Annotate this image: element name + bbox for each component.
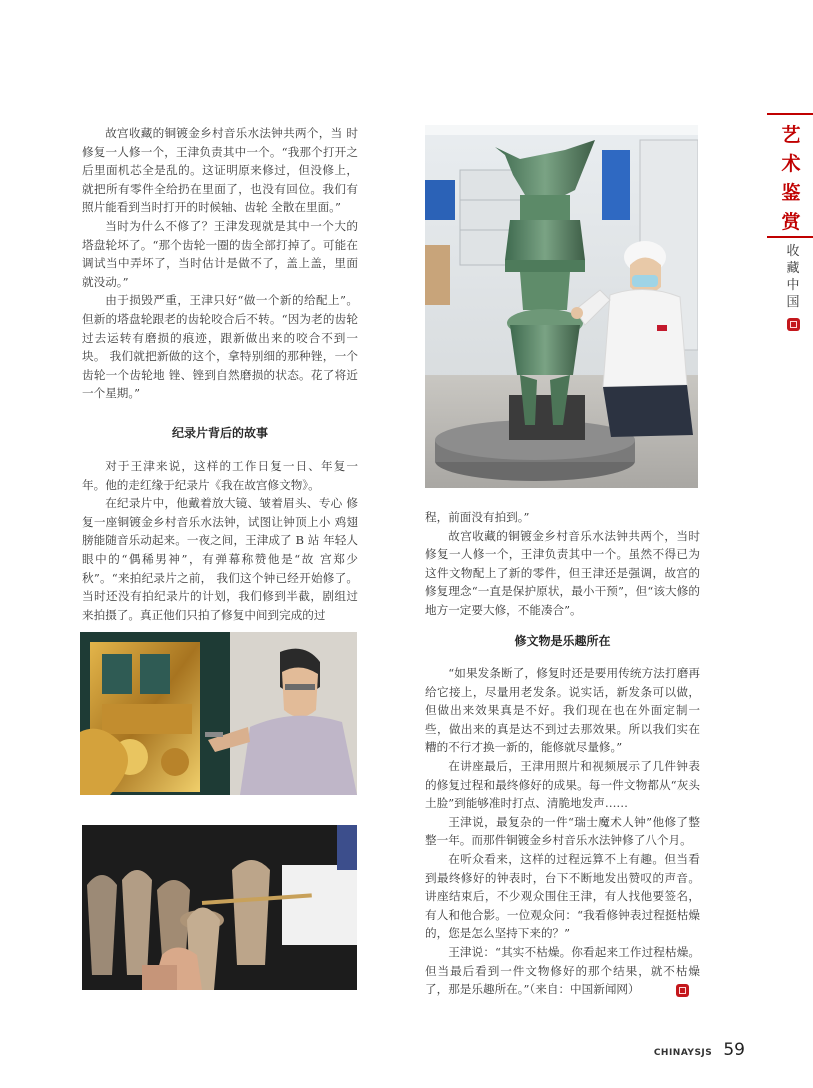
category-char: 赏	[781, 211, 801, 233]
paragraph: 在讲座最后，王津用照片和视频展示了几件钟表的修复过程和最终修好的成果。每一件文物都从“灰头土脸”到能够准时打点、清脆地发声……	[425, 758, 700, 811]
right-column-text	[425, 508, 700, 620]
section-heading-joy: 修文物是乐趣所在	[514, 634, 611, 648]
sidebar-rule-top	[767, 113, 813, 115]
end-seal-icon	[676, 984, 689, 997]
category-char: 鉴	[781, 182, 801, 204]
page-number: 59	[723, 1040, 745, 1060]
paragraph: 由于损毁严重，王津只好“做一个新的给配上”。但新的塔盘轮跟老的齿轮咬合后不转。“因为老的齿轮过去运转有磨损的痕迹，跟新做出来的咬合不到一块。 我们就把新做的这个，拿特别细的那种锉，一个齿轮一个齿轮地 锉、锉到自然磨损的状态。花了将近一个星期。”	[82, 293, 358, 401]
magazine-char: 国	[786, 295, 800, 310]
paragraph: 对于王津来说，这样的工作日复一日、年复一 年。他的走红缘于纪录片《我在故宫修文物》。	[82, 459, 358, 492]
magazine-char: 中	[786, 278, 800, 293]
magazine-brand: CHINAYSJS	[653, 1048, 713, 1058]
category-char: 艺	[781, 124, 801, 146]
paragraph: 故宫收藏的铜镀金乡村音乐水法钟共两个，当 时修复一人修一个，王津负责其中一个。“我那个打开之后里面机芯全是乱的。这证明原来修过，但没修上，就把所有零件全给扔在里面了，也没有回位。我们有照片能看到当时打开的时候轴、齿轮 全散在里面。”	[82, 126, 358, 215]
photo-clock-restoration	[80, 632, 357, 795]
left-column-text	[82, 124, 358, 403]
paragraph: 程，前面没有拍到。”	[425, 510, 530, 524]
section-heading-documentary: 纪录片背后的故事	[171, 426, 268, 440]
paragraph: 在听众看来，这样的过程远算不上有趣。但当看到最终修好的钟表时，台下不断地发出赞叹的声音。讲座结束后，不少观众围住王津，有人找他要签名，有人和他合影。一位观众问：“我看修钟表过程挺枯燥的，您是怎么坚持下来的？”	[425, 851, 700, 941]
right-column-section-text	[425, 664, 700, 999]
paragraph: 王津说，最复杂的一件“瑞士魔术人钟”他修了整整一年。而那件铜镀金乡村音乐水法钟修了八个月。	[425, 814, 700, 848]
category-char: 术	[781, 153, 801, 175]
photo-clock-restoration-image	[80, 632, 357, 795]
magazine-char: 收	[786, 244, 800, 259]
photo-figurine-painting-image	[82, 825, 357, 990]
photo-restorer-with-bronze-vessel	[425, 125, 698, 488]
photo-restorer-with-bronze-vessel-image	[425, 125, 698, 488]
photo-figurine-painting	[82, 825, 357, 990]
paragraph: “如果发条断了，修复时还是要用传统方法打磨再给它接上，尽量用老发条。说实话，新发条可以做，但做出来效果真是不好。我们现在也在外面定制一些，做出来的真是达不到过去那效果。所以我们实在糟的不行才换一新的，能修就尽量修。”	[425, 666, 700, 755]
paragraph: 故宫收藏的铜镀金乡村音乐水法钟共两个，当时修复一人修一个，王津负责其中一个。虽然不得已为这件文物配上了新的零件，但王津还是强调，故宫的修复理念“一直是保护原状，最小干预”，但“该大修的地方一定要大修，不能凑合”。	[425, 528, 700, 617]
paragraph: 在纪录片中，他戴着放大镜、皱着眉头、专心 修复一座铜镀金乡村音乐水法钟，试图让钟顶上小 鸡翅膀能随音乐动起来。一夜之间，王津成了 B 站 年轻人眼中的“偶稀男神”，有弹幕称赞他是“故 宫郑少秋”。“来拍纪录片之前， 我们这个钟已经开始修了。当时还没有拍纪录片的计划，我们修到半截，剧组过来拍摄了。真正他们只拍了修复中间到完成的过	[82, 496, 358, 622]
magazine-char: 藏	[786, 261, 800, 276]
page-footer	[654, 1040, 745, 1060]
paragraph: 王津说：“其实不枯燥。你看起来工作过程枯燥。但当最后看到一件文物修好的那个结果，就不枯燥了，那是乐趣所在。”（来自：中国新闻网）	[425, 944, 700, 997]
sidebar-rule-bottom	[767, 236, 813, 238]
left-column-section-text	[82, 457, 358, 624]
paragraph: 当时为什么不修了？王津发现就是其中一个大的塔盘轮坏了。“那个齿轮一圈的齿全部打掉了。可能在调试当中弄坏了，当时估计是做不了，盖上盖，里面就没动。”	[82, 218, 358, 289]
magazine-seal-icon	[787, 318, 800, 331]
